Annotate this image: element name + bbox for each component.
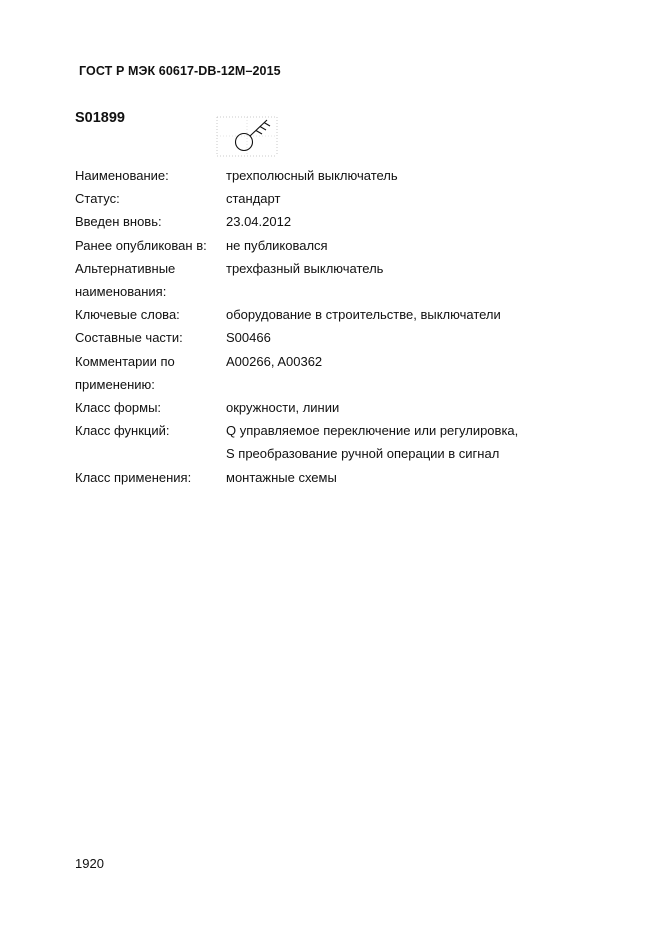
field-label: Наименование: xyxy=(75,168,169,183)
field-label: Введен вновь: xyxy=(75,214,162,230)
field-label: Ключевые слова: xyxy=(75,307,180,323)
field-value-line: Q управляемое переключение или регулировка, xyxy=(226,423,519,439)
field-label: Ранее опубликован в: xyxy=(75,237,207,253)
document-header: ГОСТ Р МЭК 60617-DB-12M–2015 xyxy=(79,64,281,78)
field-value xyxy=(226,210,555,233)
field-label: Статус: xyxy=(75,191,120,207)
field-value-line: не публиковался xyxy=(226,237,328,253)
field-label xyxy=(75,257,226,303)
symbol-code: S01899 xyxy=(75,110,125,126)
field-row-application-notes xyxy=(75,350,555,396)
field-value-line: S преобразование ручной операции в сигнал xyxy=(226,446,500,462)
field-label-line: Комментарии по xyxy=(75,353,175,369)
field-value-line: S00466 xyxy=(226,330,271,346)
field-label-line: Альтернативные xyxy=(75,260,176,276)
field-row-components xyxy=(75,326,555,349)
field-value xyxy=(226,350,555,396)
field-value xyxy=(226,187,555,210)
field-list xyxy=(75,164,555,489)
field-row-function-class xyxy=(75,419,555,465)
field-row-name xyxy=(75,164,555,187)
field-row-previously-published xyxy=(75,234,555,257)
field-value-line: монтажные схемы xyxy=(226,469,337,485)
field-label: Составные части: xyxy=(75,330,183,346)
field-value xyxy=(226,257,555,303)
field-value xyxy=(226,466,555,489)
field-label-line: наименования: xyxy=(75,284,167,300)
field-row-alternative-names xyxy=(75,257,555,303)
field-value xyxy=(226,396,555,419)
field-value-line: трехфазный выключатель xyxy=(226,260,384,276)
field-row-shape-class xyxy=(75,396,555,419)
field-value xyxy=(226,303,555,326)
field-row-keywords xyxy=(75,303,555,326)
field-value xyxy=(226,419,555,465)
field-value xyxy=(226,164,555,187)
switch-symbol-icon xyxy=(215,114,279,158)
field-value-line: A00266, A00362 xyxy=(226,353,323,369)
field-value-line: 23.04.2012 xyxy=(226,214,292,230)
field-row-application-class xyxy=(75,466,555,489)
field-label xyxy=(75,350,226,396)
field-row-status xyxy=(75,187,555,210)
field-value-line: стандарт xyxy=(226,191,281,207)
field-label: Класс применения: xyxy=(75,469,192,485)
field-label-line: применению: xyxy=(75,376,155,392)
field-row-introduced xyxy=(75,210,555,233)
field-value-line: трехполюсный выключатель xyxy=(226,168,398,183)
field-value xyxy=(226,234,555,257)
field-value xyxy=(226,326,555,349)
field-label: Класс формы: xyxy=(75,400,162,416)
field-label: Класс функций: xyxy=(75,423,170,439)
field-value-line: окружности, линии xyxy=(226,400,340,416)
page-number: 1920 xyxy=(75,856,104,871)
field-value-line: оборудование в строительстве, выключатели xyxy=(226,307,501,323)
